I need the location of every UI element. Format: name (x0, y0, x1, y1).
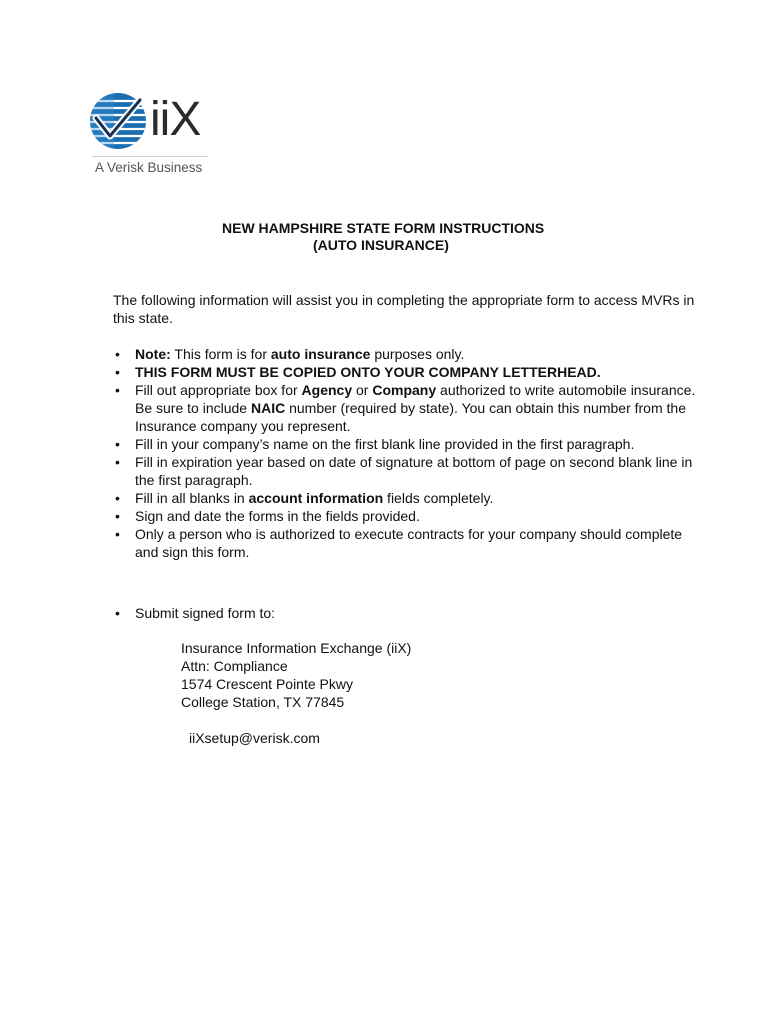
emphasis-text: NAIC (250, 400, 286, 416)
document-subtitle: (AUTO INSURANCE) (313, 237, 449, 253)
bullet-icon: • (115, 364, 120, 380)
instruction-item (113, 489, 703, 507)
instruction-item (113, 381, 703, 435)
instruction-text: Sign and date the forms in the fields provided. (135, 508, 420, 524)
instruction-item (113, 435, 703, 453)
instruction-list (113, 345, 703, 561)
instruction-item (113, 507, 703, 525)
mailing-address (181, 639, 411, 711)
emphasis-text: account information (248, 490, 384, 506)
emphasis-text: Note: (135, 346, 171, 362)
emphasis-text: auto insurance (270, 346, 371, 362)
instruction-text: fields completely. (383, 490, 494, 506)
intro-paragraph: The following information will assist you in completing the appropriate form to access MVRs in this state. (113, 292, 695, 326)
bullet-icon: • (115, 454, 120, 470)
company-logo (88, 90, 218, 182)
logo-tagline: A Verisk Business (95, 160, 203, 175)
instruction-text: Fill in your company’s name on the first blank line provided in the first paragraph. (135, 436, 635, 452)
instruction-text: authorized to write automobile insurance. Be sure to include (135, 382, 696, 416)
instruction-item (113, 525, 703, 561)
instruction-text: This form is for (170, 346, 271, 362)
bullet-icon: • (115, 382, 120, 398)
bullet-icon: • (115, 436, 120, 452)
submit-label: Submit signed form to: (135, 605, 276, 621)
submit-instruction (113, 604, 275, 622)
emphasis-text: Company (372, 382, 437, 398)
instruction-item (113, 453, 703, 489)
instruction-text: purposes only. (370, 346, 465, 362)
document-title: NEW HAMPSHIRE STATE FORM INSTRUCTIONS (222, 220, 545, 236)
address-line: 1574 Crescent Pointe Pkwy (181, 676, 353, 692)
instruction-item (113, 363, 703, 381)
bullet-icon: • (115, 490, 120, 506)
logo-wordmark: iiX (150, 93, 201, 146)
address-line: Insurance Information Exchange (iiX) (181, 640, 412, 656)
address-line: College Station, TX 77845 (181, 694, 345, 710)
address-line: Attn: Compliance (181, 658, 288, 674)
bullet-icon: • (115, 605, 120, 621)
bullet-icon: • (115, 508, 120, 524)
instruction-item (113, 345, 703, 363)
emphasis-text: THIS FORM MUST BE COPIED ONTO YOUR COMPANY LETTERHEAD. (135, 364, 601, 380)
instruction-text: Fill out appropriate box for (135, 382, 302, 398)
bullet-icon: • (115, 526, 120, 542)
instruction-text: Fill in expiration year based on date of signature at bottom of page on second blank line in the first paragraph. (135, 454, 693, 488)
bullet-icon: • (115, 346, 120, 362)
instruction-text: number (required by state). You can obtain this number from the Insurance company you represent. (135, 400, 686, 434)
logo-divider (92, 156, 208, 157)
contact-email[interactable]: iiXsetup@verisk.com (189, 730, 320, 746)
instruction-text: Only a person who is authorized to execute contracts for your company should complete and sign this form. (135, 526, 683, 560)
instruction-text: or (352, 382, 373, 398)
globe-check-icon (88, 90, 150, 152)
instruction-text: Fill in all blanks in (135, 490, 249, 506)
emphasis-text: Agency (301, 382, 353, 398)
